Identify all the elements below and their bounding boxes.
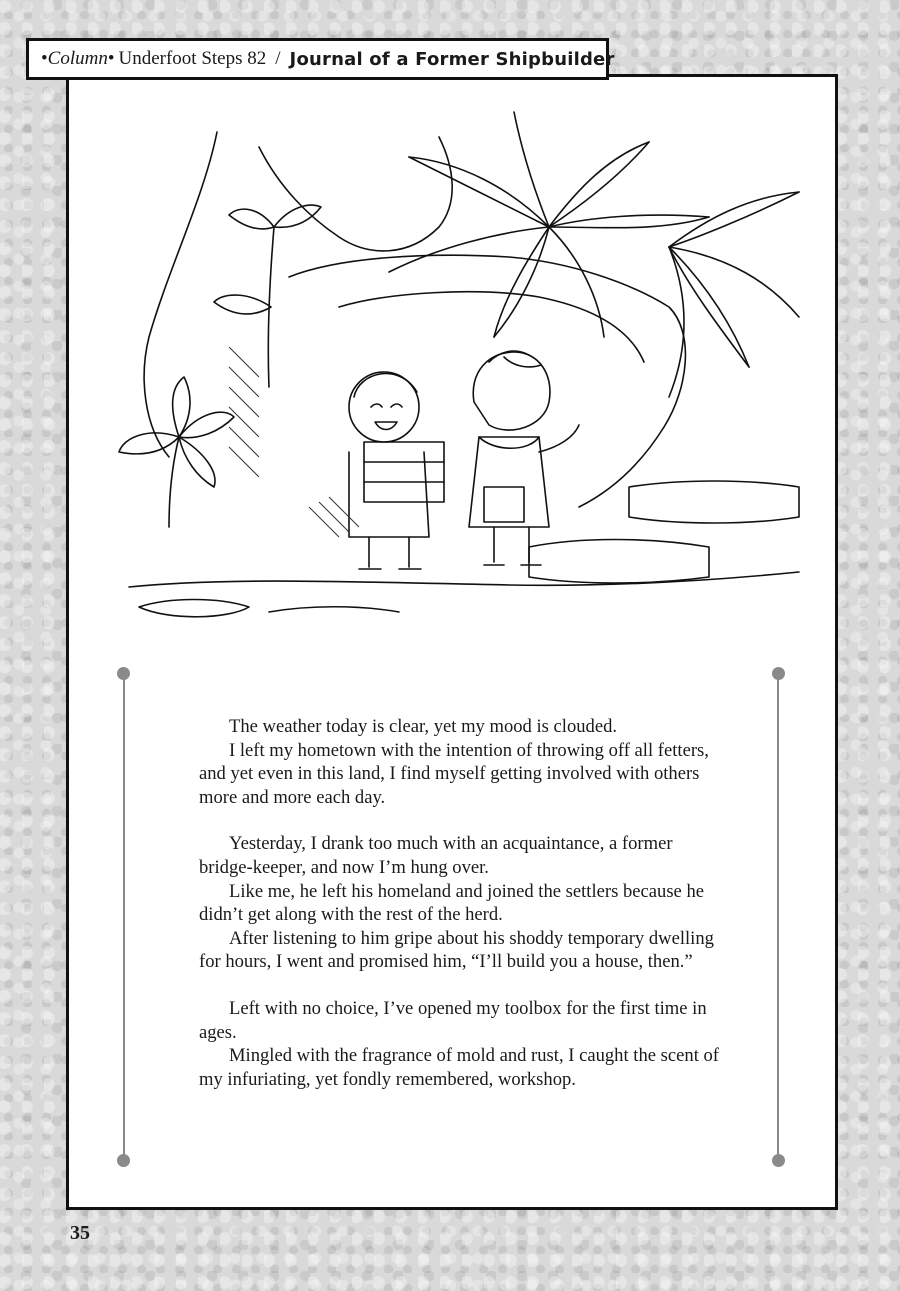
paragraph: The weather today is clear, yet my mood is clouded. <box>229 716 618 737</box>
series-label: Underfoot Steps 82 <box>118 48 267 69</box>
tree-trunk <box>144 132 217 457</box>
paragraph: Like me, he left his homeland and joined the settlers because he didn’t get along with the rest of the herd. <box>199 880 705 926</box>
page-title: Journal of a Former Shipbuilder <box>289 48 615 70</box>
paragraph: Mingled with the fragrance of mold and rust, I caught the scent of my infuriating, yet fondly remembered, workshop. <box>199 1045 720 1090</box>
header-separator: / <box>275 48 281 69</box>
page-frame <box>66 74 838 1210</box>
frame-rule-right <box>777 679 779 1155</box>
journal-text-frame <box>117 667 785 1167</box>
ground-line <box>129 572 799 587</box>
character-shipbuilder <box>469 351 579 565</box>
column-header <box>26 38 615 80</box>
frame-knob-top-left <box>117 667 130 680</box>
paragraph: Left with no choice, I’ve opened my toolbox for the first time in ages. <box>199 997 707 1043</box>
rock-shading <box>229 347 359 537</box>
paragraph: After listening to him gripe about his shoddy temporary dwelling for hours, I went and promised him, “I’ll build you a house, then.” <box>199 927 714 973</box>
tree-trunk-edge <box>259 137 452 251</box>
ground-stone-1 <box>139 600 249 617</box>
ground-stone-2 <box>529 540 709 584</box>
ground-stone-3 <box>629 481 799 523</box>
rock-arch-inner <box>339 292 644 362</box>
page-number: 35 <box>70 1222 90 1244</box>
ground-stone-4 <box>269 607 399 612</box>
frame-knob-bottom-right <box>772 1154 785 1167</box>
character-child <box>349 372 444 569</box>
bullet-left: • <box>41 48 48 69</box>
flower-left <box>119 377 234 527</box>
column-label: Column <box>47 48 108 69</box>
illustration <box>109 107 809 637</box>
journal-text <box>199 715 719 1091</box>
frame-rule-left <box>123 679 125 1155</box>
paragraph: Yesterday, I drank too much with an acquaintance, a former bridge-keeper, and now I’m hung over. <box>199 833 673 878</box>
paragraph: I left my hometown with the intention of throwing off all fetters, and yet even in this land, I find myself getting involved with others more and more each day. <box>199 739 709 808</box>
sprout-plant <box>214 205 321 387</box>
bullet-right: • <box>107 48 115 69</box>
frame-knob-bottom-left <box>117 1154 130 1167</box>
frame-knob-top-right <box>772 667 785 680</box>
